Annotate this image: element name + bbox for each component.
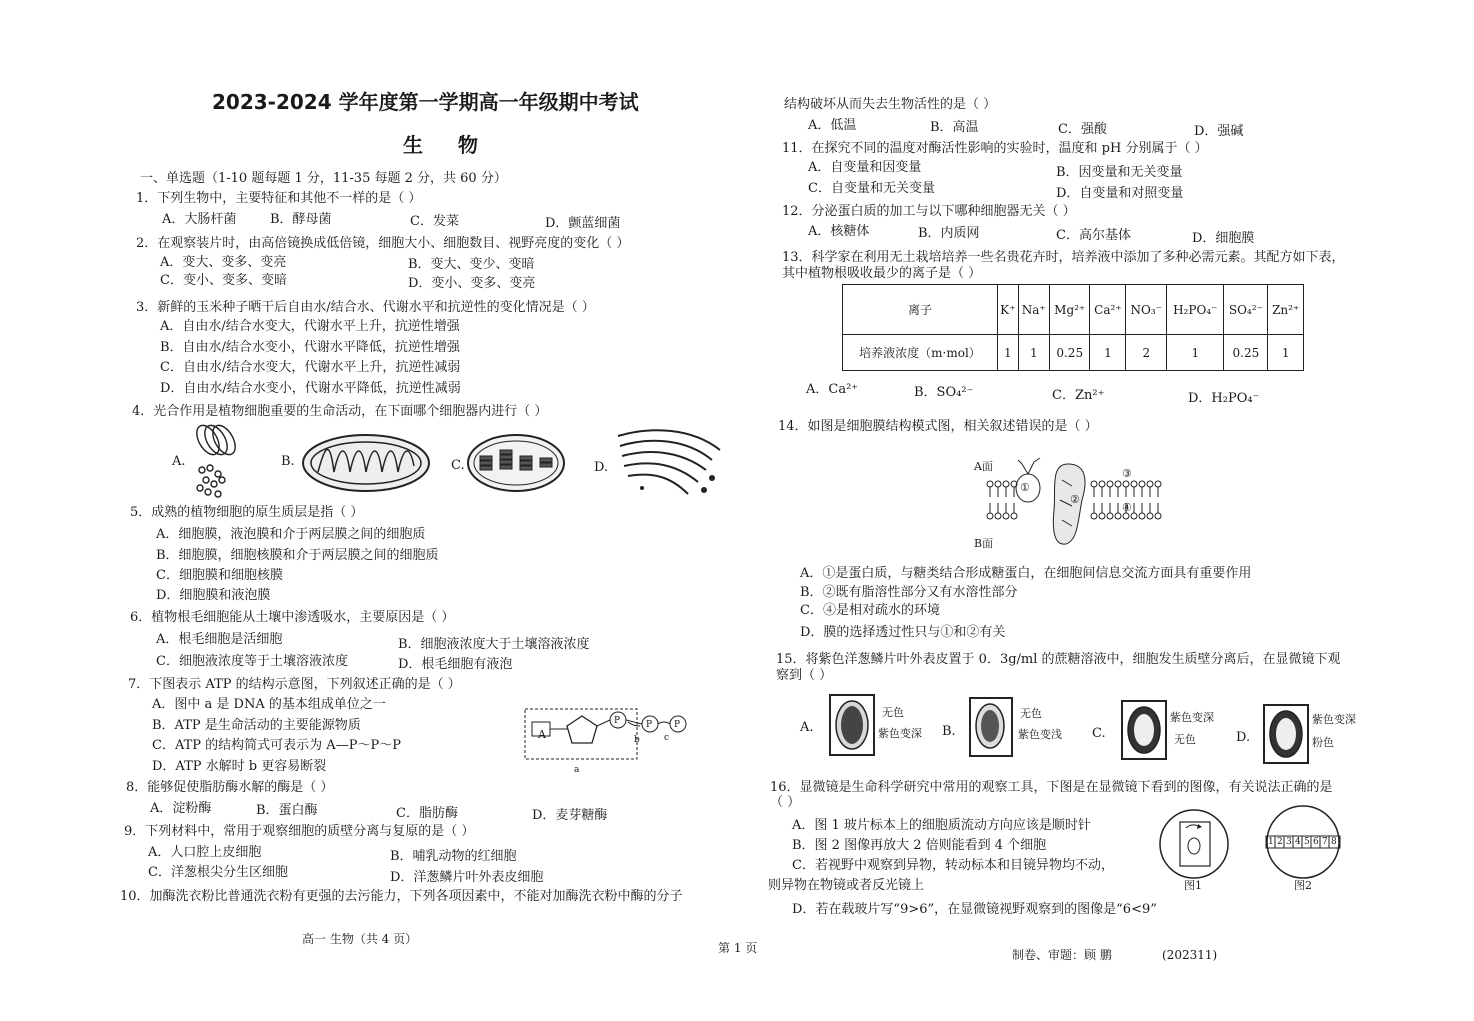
- q13-option-d: D．H₂PO₄⁻: [1188, 391, 1260, 406]
- q13-option-a: A．Ca²⁺: [806, 382, 859, 397]
- q5-option-a: A．细胞膜，液泡膜和介于两层膜之间的细胞质: [156, 527, 426, 542]
- q7-option-b: B．ATP 是生命活动的主要能源物质: [152, 718, 361, 733]
- q15-stem-line2: 察到（ ）: [776, 668, 833, 683]
- q13-stem-line1: 13．科学家在利用无土栽培培养一些名贵花卉时，培养液中添加了多种必需元素。其配方如下表，: [782, 250, 1345, 265]
- q13-option-b: B．SO₄²⁻: [914, 385, 974, 400]
- q15-option-a: A.: [800, 720, 814, 735]
- q13-option-c: C．Zn²⁺: [1052, 388, 1105, 403]
- q2-option-b: B．变大、变少、变暗: [408, 257, 535, 272]
- q8-stem: 8．能够促使脂肪酶水解的酶是（ ）: [126, 780, 334, 795]
- q15-a-label1: 无色: [882, 706, 904, 719]
- q15-a-label2: 紫色变深: [878, 727, 922, 740]
- membrane-label-b-face: B面: [974, 537, 994, 550]
- membrane-label-2: ②: [1070, 493, 1080, 506]
- atp-label-p3: P: [674, 720, 681, 730]
- q16-fig2-cell-3: 3: [1286, 837, 1292, 847]
- table-cell: 0.25: [1224, 335, 1268, 371]
- atp-label-b: b: [634, 735, 640, 745]
- q15-figure-a-plasmolysis-icon: [828, 693, 876, 757]
- q6-option-c: C．细胞液浓度等于土壤溶液浓度: [156, 654, 348, 669]
- q14-option-a: A．①是蛋白质，与糖类结合形成糖蛋白，在细胞间信息交流方面具有重要作用: [800, 566, 1252, 581]
- q15-option-d: D.: [1236, 730, 1251, 745]
- q13-stem-line2: 其中植物根吸收最少的离子是（ ）: [782, 266, 982, 281]
- q8-option-a: A．淀粉酶: [150, 801, 212, 816]
- q1-stem: 1．下列生物中，主要特征和其他不一样的是（ ）: [136, 191, 422, 206]
- q16-fig2-cell-5: 5: [1304, 837, 1310, 847]
- q9-option-d: D．洋葱鳞片叶外表皮细胞: [390, 870, 544, 885]
- q4-figure-b-mitochondrion-icon: [300, 432, 432, 494]
- q15-d-label1: 紫色变深: [1312, 713, 1356, 726]
- q11-option-b: B．因变量和无关变量: [1056, 165, 1183, 180]
- q11-stem: 11．在探究不同的温度对酶活性影响的实验时，温度和 pH 分别属于（ ）: [782, 141, 1208, 156]
- q7-option-c: C．ATP 的结构简式可表示为 A—P～P～P: [152, 738, 401, 753]
- table-cell: K⁺: [998, 285, 1019, 335]
- q6-option-a: A．根毛细胞是活细胞: [156, 632, 283, 647]
- q3-option-b: B．自由水/结合水变小，代谢水平降低，抗逆性增强: [160, 340, 460, 355]
- table-cell: 0.25: [1050, 335, 1090, 371]
- q15-figure-b-plasmolysis-icon: [968, 696, 1014, 758]
- section-heading: 一、单选题（1-10 题每题 1 分，11-35 每题 2 分，共 60 分）: [140, 171, 507, 186]
- q15-c-label2: 无色: [1174, 733, 1196, 746]
- table-cell: 1: [1268, 335, 1304, 371]
- q16-option-a: A．图 1 玻片标本上的细胞质流动方向应该是顺时针: [792, 818, 1091, 833]
- q6-stem: 6．植物根毛细胞能从土壤中渗透吸水，主要原因是（ ）: [130, 610, 455, 625]
- q10-stem: 10．加酶洗衣粉比普通洗衣粉有更强的去污能力，下列各项因素中，不能对加酶洗衣粉中酶的分子: [120, 889, 683, 904]
- q15-b-label2: 紫色变浅: [1018, 728, 1062, 741]
- q12-option-a: A．核糖体: [808, 224, 870, 239]
- membrane-label-4: ④: [1122, 501, 1132, 514]
- footer-left: 高一 生物（共 4 页）: [302, 932, 418, 946]
- q4-option-b: B.: [281, 454, 295, 469]
- q15-figure-d-plasmolysis-icon: [1262, 703, 1310, 765]
- table-cell: SO₄²⁻: [1224, 285, 1268, 335]
- q2-option-c: C．变小、变多、变暗: [160, 273, 287, 288]
- q16-fig2-cell-6: 6: [1313, 837, 1319, 847]
- q7-option-a: A．图中 a 是 DNA 的基本组成单位之一: [152, 697, 386, 712]
- q12-option-c: C．高尔基体: [1056, 228, 1131, 243]
- q16-fig2-cell-2: 2: [1277, 837, 1283, 847]
- table-cell: 2: [1126, 335, 1167, 371]
- q7-stem: 7．下图表示 ATP 的结构示意图，下列叙述正确的是（ ）: [128, 677, 461, 692]
- q12-stem: 12．分泌蛋白质的加工与以下哪种细胞器无关（ ）: [782, 204, 1076, 219]
- q14-option-c: C．④是相对疏水的环境: [800, 603, 940, 618]
- subject-title: 生 物: [403, 133, 492, 157]
- footer-right: 制卷、审题：顾 鹏: [1012, 948, 1112, 962]
- atp-label-p1: P: [614, 716, 621, 726]
- q5-stem: 5．成熟的植物细胞的原生质层是指（ ）: [130, 505, 364, 520]
- q4-figure-a-ribosome-icon: [188, 418, 244, 500]
- q16-option-c: C．若视野中观察到异物，转动标本和目镜异物均不动，: [792, 858, 1114, 873]
- q3-option-c: C．自由水/结合水变大，代谢水平上升，抗逆性减弱: [160, 360, 461, 375]
- q16-figure1-caption: 图1: [1184, 879, 1202, 892]
- q15-option-b: B.: [942, 724, 956, 739]
- q16-fig2-cell-8: 8: [1331, 837, 1337, 847]
- q4-option-d: D.: [594, 460, 609, 475]
- q3-option-a: A．自由水/结合水变大，代谢水平上升，抗逆性增强: [160, 319, 460, 334]
- q5-option-d: D．细胞膜和液泡膜: [156, 588, 271, 603]
- q14-stem: 14．如图是细胞膜结构模式图，相关叙述错误的是（ ）: [778, 419, 1098, 434]
- atp-label-p2: P: [646, 720, 653, 730]
- q7-option-d: D．ATP 水解时 b 更容易断裂: [152, 759, 327, 774]
- q15-d-label2: 粉色: [1312, 736, 1334, 749]
- membrane-label-1: ①: [1020, 481, 1030, 494]
- q14-option-d: D．膜的选择透过性只与①和②有关: [800, 625, 1006, 640]
- q2-option-d: D．变小、变多、变亮: [408, 276, 536, 291]
- q12-option-b: B．内质网: [918, 226, 980, 241]
- q2-stem: 2．在观察装片时，由高倍镜换成低倍镜，细胞大小、细胞数目、视野亮度的变化（ ）: [136, 236, 630, 251]
- q11-option-c: C．自变量和无关变量: [808, 181, 935, 196]
- q6-option-b: B．细胞液浓度大于土壤溶液浓度: [398, 637, 590, 652]
- q9-stem: 9．下列材料中，常用于观察细胞的质壁分离与复原的是（ ）: [124, 824, 475, 839]
- table-cell: Mg²⁺: [1050, 285, 1090, 335]
- q1-option-b: B．酵母菌: [270, 212, 332, 227]
- table-cell: 1: [1018, 335, 1049, 371]
- q10-option-a: A．低温: [808, 118, 857, 133]
- q9-option-c: C．洋葱根尖分生区细胞: [148, 865, 288, 880]
- q8-option-d: D．麦芽糖酶: [532, 808, 608, 823]
- table-cell: 培养液浓度（m·mol）: [843, 335, 998, 371]
- q16-stem-line1: 16．显微镜是生命科学研究中常用的观察工具，下图是在显微镜下看到的图像，有关说法正确的是: [770, 780, 1333, 795]
- q15-figure-c-plasmolysis-icon: [1120, 699, 1168, 761]
- q16-fig2-cell-1: 1: [1268, 837, 1274, 847]
- q11-option-a: A．自变量和因变量: [808, 160, 922, 175]
- table-cell: Na⁺: [1018, 285, 1049, 335]
- q16-option-b: B．图 2 图像再放大 2 倍则能看到 4 个细胞: [792, 838, 1047, 853]
- q4-figure-c-chloroplast-icon: [466, 432, 566, 494]
- q15-stem-line1: 15．将紫色洋葱鳞片叶外表皮置于 0．3g/ml 的蔗糖溶液中，细胞发生质壁分离后，在显微镜下观: [776, 652, 1341, 667]
- q9-option-b: B．哺乳动物的红细胞: [390, 849, 517, 864]
- q8-option-b: B．蛋白酶: [256, 803, 318, 818]
- atp-label-c: c: [664, 733, 670, 743]
- q16-option-c-cont: 则异物在物镜或者反光镜上: [768, 878, 925, 893]
- q1-option-a: A．大肠杆菌: [162, 212, 237, 227]
- table-cell: H₂PO₄⁻: [1167, 285, 1224, 335]
- q10-option-b: B．高温: [930, 120, 979, 135]
- q10-option-c: C．强酸: [1058, 122, 1107, 137]
- q16-fig2-cell-7: 7: [1322, 837, 1328, 847]
- table-cell: Ca²⁺: [1090, 285, 1126, 335]
- table-cell: Zn²⁺: [1268, 285, 1304, 335]
- q16-fig2-cell-4: 4: [1295, 837, 1301, 847]
- q4-stem: 4．光合作用是植物细胞重要的生命活动，在下面哪个细胞器内进行（ ）: [132, 404, 548, 419]
- q3-option-d: D．自由水/结合水变小，代谢水平降低，抗逆性减弱: [160, 381, 461, 396]
- table-cell: 1: [998, 335, 1019, 371]
- membrane-label-a-face: A面: [974, 460, 993, 473]
- table-cell: NO₃⁻: [1126, 285, 1167, 335]
- q9-option-a: A．人口腔上皮细胞: [148, 845, 262, 860]
- q5-option-c: C．细胞膜和细胞核膜: [156, 568, 283, 583]
- q15-c-label1: 紫色变深: [1170, 711, 1214, 724]
- q16-stem-line2: （ ）: [770, 795, 801, 810]
- q4-option-a: A.: [172, 454, 186, 469]
- q2-option-a: A．变大、变多、变亮: [160, 255, 287, 270]
- table-row: [843, 335, 1304, 371]
- q6-option-d: D．根毛细胞有液泡: [398, 657, 513, 672]
- q16-figure1-field-icon: [1158, 808, 1230, 880]
- q12-option-d: D．细胞膜: [1192, 231, 1255, 246]
- table-cell: 离子: [843, 285, 998, 335]
- table-cell: 1: [1167, 335, 1224, 371]
- q15-b-label1: 无色: [1020, 707, 1042, 720]
- q14-option-b: B．②既有脂溶性部分又有水溶性部分: [800, 585, 1018, 600]
- q10-option-d: D．强碱: [1194, 124, 1244, 139]
- page-number: 第 1 页: [718, 941, 758, 955]
- q15-option-c: C.: [1092, 726, 1106, 741]
- atp-label-a: a: [574, 765, 580, 775]
- membrane-label-3: ③: [1122, 467, 1132, 480]
- q8-option-c: C．脂肪酶: [396, 806, 458, 821]
- nutrient-ion-table: [842, 284, 1304, 371]
- table-row: [843, 285, 1304, 335]
- atp-label-A: A: [538, 728, 546, 741]
- q1-option-d: D．颤蓝细菌: [545, 216, 621, 231]
- q16-figure2-caption: 图2: [1294, 879, 1312, 892]
- q3-stem: 3．新鲜的玉米种子晒干后自由水/结合水、代谢水平和抗逆性的变化情况是（ ）: [136, 300, 595, 315]
- q1-option-c: C．发菜: [410, 214, 459, 229]
- q16-option-d: D．若在载玻片写“9>6”，在显微镜视野观察到的图像是“6<9”: [792, 902, 1157, 917]
- q10-stem-continued: 结构破坏从而失去生物活性的是（ ）: [784, 97, 997, 112]
- q4-option-c: C.: [451, 458, 465, 473]
- exam-title: 2023-2024 学年度第一学期高一年级期中考试: [212, 90, 639, 114]
- footer-code: (202311): [1162, 948, 1218, 962]
- q11-option-d: D．自变量和对照变量: [1056, 186, 1184, 201]
- q4-figure-d-golgi-icon: [612, 428, 724, 500]
- q5-option-b: B．细胞膜，细胞核膜和介于两层膜之间的细胞质: [156, 548, 439, 563]
- table-cell: 1: [1090, 335, 1126, 371]
